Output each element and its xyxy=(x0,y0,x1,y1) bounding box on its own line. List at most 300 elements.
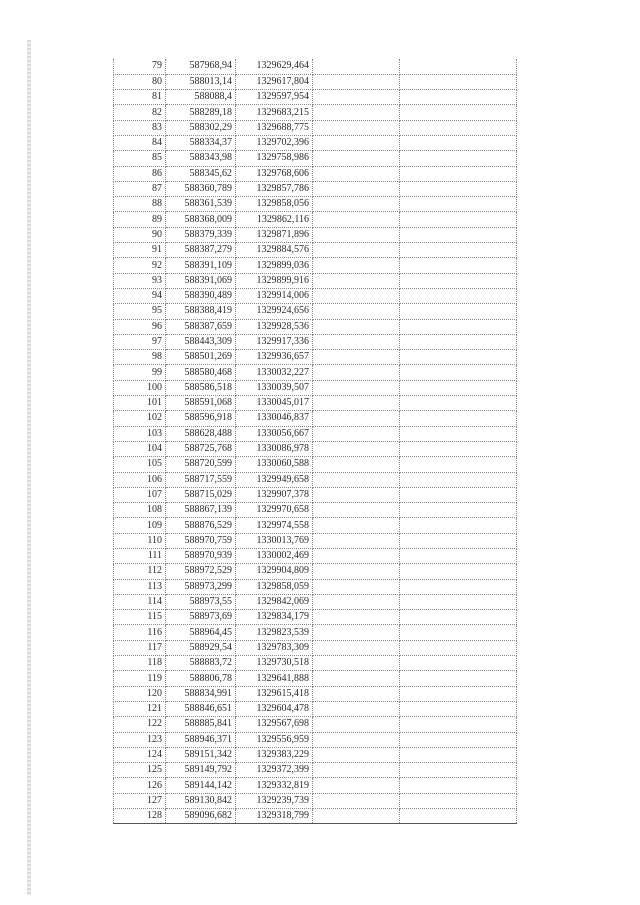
y-coordinate-cell: 1329318,799 xyxy=(236,809,313,824)
table-row xyxy=(114,105,517,120)
point-number-cell: 87 xyxy=(114,181,166,196)
empty-cell-a xyxy=(313,227,400,242)
x-coordinate-cell: 588867,139 xyxy=(166,503,236,518)
empty-cell-b xyxy=(400,472,517,487)
point-number-cell: 114 xyxy=(114,594,166,609)
empty-cell-b xyxy=(400,747,517,762)
y-coordinate-cell: 1329783,309 xyxy=(236,640,313,655)
empty-cell-a xyxy=(313,472,400,487)
y-coordinate-cell: 1329857,786 xyxy=(236,181,313,196)
x-coordinate-cell: 588580,468 xyxy=(166,365,236,380)
x-coordinate-cell: 588302,29 xyxy=(166,120,236,135)
y-coordinate-cell: 1329617,804 xyxy=(236,74,313,89)
y-coordinate-cell: 1329907,378 xyxy=(236,487,313,502)
empty-cell-b xyxy=(400,135,517,150)
y-coordinate-cell: 1330046,837 xyxy=(236,411,313,426)
table-row xyxy=(114,564,517,579)
point-number-cell: 121 xyxy=(114,701,166,716)
y-coordinate-cell: 1329641,888 xyxy=(236,671,313,686)
table-row xyxy=(114,227,517,242)
point-number-cell: 115 xyxy=(114,610,166,625)
x-coordinate-cell: 588379,339 xyxy=(166,227,236,242)
empty-cell-b xyxy=(400,151,517,166)
table-row xyxy=(114,334,517,349)
x-coordinate-cell: 588883,72 xyxy=(166,656,236,671)
y-coordinate-cell: 1329768,606 xyxy=(236,166,313,181)
x-coordinate-cell: 588596,918 xyxy=(166,411,236,426)
table-row xyxy=(114,197,517,212)
point-number-cell: 90 xyxy=(114,227,166,242)
empty-cell-b xyxy=(400,549,517,564)
point-number-cell: 117 xyxy=(114,640,166,655)
table-row xyxy=(114,518,517,533)
y-coordinate-cell: 1329629,464 xyxy=(236,59,313,74)
point-number-cell: 126 xyxy=(114,778,166,793)
point-number-cell: 83 xyxy=(114,120,166,135)
table-row xyxy=(114,686,517,701)
table-row xyxy=(114,747,517,762)
empty-cell-a xyxy=(313,90,400,105)
x-coordinate-cell: 588972,529 xyxy=(166,564,236,579)
x-coordinate-cell: 588717,559 xyxy=(166,472,236,487)
empty-cell-b xyxy=(400,181,517,196)
point-number-cell: 99 xyxy=(114,365,166,380)
x-coordinate-cell: 588970,759 xyxy=(166,533,236,548)
point-number-cell: 110 xyxy=(114,533,166,548)
x-coordinate-cell: 588973,299 xyxy=(166,579,236,594)
empty-cell-b xyxy=(400,426,517,441)
empty-cell-b xyxy=(400,304,517,319)
point-number-cell: 79 xyxy=(114,59,166,74)
point-number-cell: 107 xyxy=(114,487,166,502)
empty-cell-a xyxy=(313,533,400,548)
empty-cell-a xyxy=(313,763,400,778)
empty-cell-b xyxy=(400,656,517,671)
empty-cell-b xyxy=(400,212,517,227)
point-number-cell: 84 xyxy=(114,135,166,150)
empty-cell-b xyxy=(400,166,517,181)
x-coordinate-cell: 588964,45 xyxy=(166,625,236,640)
table-row xyxy=(114,74,517,89)
empty-cell-a xyxy=(313,319,400,334)
x-coordinate-cell: 588289,18 xyxy=(166,105,236,120)
y-coordinate-cell: 1329556,959 xyxy=(236,732,313,747)
empty-cell-b xyxy=(400,625,517,640)
table-row xyxy=(114,258,517,273)
empty-cell-b xyxy=(400,258,517,273)
empty-cell-a xyxy=(313,166,400,181)
empty-cell-a xyxy=(313,181,400,196)
y-coordinate-cell: 1330013,769 xyxy=(236,533,313,548)
point-number-cell: 94 xyxy=(114,288,166,303)
y-coordinate-cell: 1329858,056 xyxy=(236,197,313,212)
empty-cell-a xyxy=(313,365,400,380)
empty-cell-a xyxy=(313,396,400,411)
x-coordinate-cell: 588387,659 xyxy=(166,319,236,334)
empty-cell-b xyxy=(400,227,517,242)
empty-cell-a xyxy=(313,273,400,288)
table-row xyxy=(114,594,517,609)
table-row xyxy=(114,487,517,502)
y-coordinate-cell: 1329702,396 xyxy=(236,135,313,150)
point-number-cell: 105 xyxy=(114,457,166,472)
point-number-cell: 125 xyxy=(114,763,166,778)
empty-cell-a xyxy=(313,518,400,533)
y-coordinate-cell: 1329683,215 xyxy=(236,105,313,120)
point-number-cell: 119 xyxy=(114,671,166,686)
y-coordinate-cell: 1329928,536 xyxy=(236,319,313,334)
empty-cell-a xyxy=(313,411,400,426)
table-row xyxy=(114,457,517,472)
point-number-cell: 118 xyxy=(114,656,166,671)
y-coordinate-cell: 1330045,017 xyxy=(236,396,313,411)
table-row xyxy=(114,640,517,655)
table-row xyxy=(114,656,517,671)
x-coordinate-cell: 588390,489 xyxy=(166,288,236,303)
empty-cell-a xyxy=(313,426,400,441)
table-row xyxy=(114,380,517,395)
empty-cell-b xyxy=(400,564,517,579)
empty-cell-a xyxy=(313,747,400,762)
x-coordinate-cell: 588834,991 xyxy=(166,686,236,701)
y-coordinate-cell: 1329567,698 xyxy=(236,717,313,732)
point-number-cell: 92 xyxy=(114,258,166,273)
empty-cell-b xyxy=(400,487,517,502)
empty-cell-a xyxy=(313,288,400,303)
table-row xyxy=(114,793,517,808)
table-row xyxy=(114,120,517,135)
y-coordinate-cell: 1329597,954 xyxy=(236,90,313,105)
empty-cell-b xyxy=(400,288,517,303)
table-row xyxy=(114,671,517,686)
x-coordinate-cell: 588586,518 xyxy=(166,380,236,395)
empty-cell-a xyxy=(313,671,400,686)
y-coordinate-cell: 1329862,116 xyxy=(236,212,313,227)
table-row xyxy=(114,472,517,487)
x-coordinate-cell: 588591,068 xyxy=(166,396,236,411)
x-coordinate-cell: 588343,98 xyxy=(166,151,236,166)
y-coordinate-cell: 1330032,227 xyxy=(236,365,313,380)
empty-cell-b xyxy=(400,503,517,518)
x-coordinate-cell: 588361,539 xyxy=(166,197,236,212)
empty-cell-a xyxy=(313,105,400,120)
empty-cell-b xyxy=(400,594,517,609)
point-number-cell: 81 xyxy=(114,90,166,105)
empty-cell-a xyxy=(313,120,400,135)
empty-cell-a xyxy=(313,457,400,472)
y-coordinate-cell: 1329884,576 xyxy=(236,243,313,258)
empty-cell-a xyxy=(313,564,400,579)
point-number-cell: 86 xyxy=(114,166,166,181)
x-coordinate-cell: 588715,029 xyxy=(166,487,236,502)
empty-cell-a xyxy=(313,809,400,824)
empty-cell-a xyxy=(313,656,400,671)
table-row xyxy=(114,212,517,227)
empty-cell-b xyxy=(400,717,517,732)
x-coordinate-cell: 588387,279 xyxy=(166,243,236,258)
empty-cell-b xyxy=(400,640,517,655)
y-coordinate-cell: 1329332,819 xyxy=(236,778,313,793)
point-number-cell: 93 xyxy=(114,273,166,288)
point-number-cell: 104 xyxy=(114,441,166,456)
y-coordinate-cell: 1330060,588 xyxy=(236,457,313,472)
empty-cell-a xyxy=(313,380,400,395)
point-number-cell: 82 xyxy=(114,105,166,120)
y-coordinate-cell: 1329688,775 xyxy=(236,120,313,135)
empty-cell-b xyxy=(400,273,517,288)
table-row xyxy=(114,610,517,625)
x-coordinate-cell: 588088,4 xyxy=(166,90,236,105)
empty-cell-a xyxy=(313,594,400,609)
x-coordinate-cell: 588876,529 xyxy=(166,518,236,533)
table-row xyxy=(114,441,517,456)
empty-cell-a xyxy=(313,793,400,808)
point-number-cell: 80 xyxy=(114,74,166,89)
empty-cell-b xyxy=(400,686,517,701)
empty-cell-b xyxy=(400,441,517,456)
empty-cell-a xyxy=(313,610,400,625)
point-number-cell: 123 xyxy=(114,732,166,747)
table-row xyxy=(114,809,517,824)
y-coordinate-cell: 1329949,658 xyxy=(236,472,313,487)
y-coordinate-cell: 1330086,978 xyxy=(236,441,313,456)
empty-cell-a xyxy=(313,625,400,640)
point-number-cell: 91 xyxy=(114,243,166,258)
y-coordinate-cell: 1329615,418 xyxy=(236,686,313,701)
point-number-cell: 106 xyxy=(114,472,166,487)
point-number-cell: 101 xyxy=(114,396,166,411)
x-coordinate-cell: 588013,14 xyxy=(166,74,236,89)
point-number-cell: 103 xyxy=(114,426,166,441)
table-row xyxy=(114,365,517,380)
table-row xyxy=(114,732,517,747)
y-coordinate-cell: 1329758,986 xyxy=(236,151,313,166)
point-number-cell: 113 xyxy=(114,579,166,594)
x-coordinate-cell: 588360,789 xyxy=(166,181,236,196)
y-coordinate-cell: 1329823,539 xyxy=(236,625,313,640)
x-coordinate-cell: 588973,55 xyxy=(166,594,236,609)
y-coordinate-cell: 1330056,667 xyxy=(236,426,313,441)
empty-cell-b xyxy=(400,120,517,135)
empty-cell-b xyxy=(400,334,517,349)
table-row xyxy=(114,319,517,334)
table-row xyxy=(114,135,517,150)
x-coordinate-cell: 589149,792 xyxy=(166,763,236,778)
empty-cell-a xyxy=(313,334,400,349)
y-coordinate-cell: 1329239,739 xyxy=(236,793,313,808)
y-coordinate-cell: 1329834,179 xyxy=(236,610,313,625)
empty-cell-b xyxy=(400,732,517,747)
point-number-cell: 122 xyxy=(114,717,166,732)
x-coordinate-cell: 588334,37 xyxy=(166,135,236,150)
coordinates-table xyxy=(113,59,517,824)
scan-edge-shadow xyxy=(27,40,31,895)
table-row xyxy=(114,243,517,258)
table-row xyxy=(114,166,517,181)
empty-cell-b xyxy=(400,793,517,808)
table-row xyxy=(114,549,517,564)
y-coordinate-cell: 1329383,229 xyxy=(236,747,313,762)
x-coordinate-cell: 588946,371 xyxy=(166,732,236,747)
empty-cell-a xyxy=(313,549,400,564)
empty-cell-a xyxy=(313,717,400,732)
point-number-cell: 108 xyxy=(114,503,166,518)
table-row xyxy=(114,701,517,716)
empty-cell-a xyxy=(313,74,400,89)
table-row xyxy=(114,411,517,426)
empty-cell-b xyxy=(400,396,517,411)
y-coordinate-cell: 1330002,469 xyxy=(236,549,313,564)
empty-cell-b xyxy=(400,365,517,380)
empty-cell-a xyxy=(313,135,400,150)
table-row xyxy=(114,90,517,105)
empty-cell-b xyxy=(400,457,517,472)
empty-cell-a xyxy=(313,258,400,273)
empty-cell-a xyxy=(313,686,400,701)
y-coordinate-cell: 1329917,336 xyxy=(236,334,313,349)
table-row xyxy=(114,350,517,365)
coordinates-table-body xyxy=(114,59,517,824)
table-row xyxy=(114,763,517,778)
empty-cell-a xyxy=(313,212,400,227)
empty-cell-b xyxy=(400,763,517,778)
x-coordinate-cell: 588501,269 xyxy=(166,350,236,365)
point-number-cell: 95 xyxy=(114,304,166,319)
table-row xyxy=(114,181,517,196)
y-coordinate-cell: 1329730,518 xyxy=(236,656,313,671)
empty-cell-b xyxy=(400,105,517,120)
empty-cell-b xyxy=(400,380,517,395)
empty-cell-a xyxy=(313,701,400,716)
point-number-cell: 127 xyxy=(114,793,166,808)
empty-cell-b xyxy=(400,809,517,824)
x-coordinate-cell: 589144,142 xyxy=(166,778,236,793)
empty-cell-b xyxy=(400,350,517,365)
table-row xyxy=(114,533,517,548)
y-coordinate-cell: 1329924,656 xyxy=(236,304,313,319)
x-coordinate-cell: 587968,94 xyxy=(166,59,236,74)
point-number-cell: 120 xyxy=(114,686,166,701)
table-row xyxy=(114,717,517,732)
empty-cell-a xyxy=(313,304,400,319)
x-coordinate-cell: 589096,682 xyxy=(166,809,236,824)
empty-cell-b xyxy=(400,411,517,426)
empty-cell-b xyxy=(400,701,517,716)
empty-cell-a xyxy=(313,243,400,258)
point-number-cell: 96 xyxy=(114,319,166,334)
point-number-cell: 111 xyxy=(114,549,166,564)
table-row xyxy=(114,59,517,74)
empty-cell-a xyxy=(313,778,400,793)
point-number-cell: 128 xyxy=(114,809,166,824)
y-coordinate-cell: 1329871,896 xyxy=(236,227,313,242)
y-coordinate-cell: 1329974,558 xyxy=(236,518,313,533)
x-coordinate-cell: 588368,009 xyxy=(166,212,236,227)
point-number-cell: 97 xyxy=(114,334,166,349)
table-row xyxy=(114,151,517,166)
x-coordinate-cell: 588443,309 xyxy=(166,334,236,349)
empty-cell-a xyxy=(313,640,400,655)
y-coordinate-cell: 1329372,399 xyxy=(236,763,313,778)
y-coordinate-cell: 1329936,657 xyxy=(236,350,313,365)
y-coordinate-cell: 1329899,916 xyxy=(236,273,313,288)
empty-cell-b xyxy=(400,579,517,594)
x-coordinate-cell: 588391,109 xyxy=(166,258,236,273)
table-row xyxy=(114,288,517,303)
x-coordinate-cell: 588806,78 xyxy=(166,671,236,686)
point-number-cell: 85 xyxy=(114,151,166,166)
y-coordinate-cell: 1329842,069 xyxy=(236,594,313,609)
x-coordinate-cell: 588628,488 xyxy=(166,426,236,441)
empty-cell-a xyxy=(313,732,400,747)
table-row xyxy=(114,503,517,518)
y-coordinate-cell: 1329899,036 xyxy=(236,258,313,273)
table-row xyxy=(114,426,517,441)
y-coordinate-cell: 1329904,809 xyxy=(236,564,313,579)
point-number-cell: 88 xyxy=(114,197,166,212)
y-coordinate-cell: 1330039,507 xyxy=(236,380,313,395)
x-coordinate-cell: 588725,768 xyxy=(166,441,236,456)
empty-cell-a xyxy=(313,197,400,212)
x-coordinate-cell: 588388,419 xyxy=(166,304,236,319)
empty-cell-b xyxy=(400,533,517,548)
empty-cell-a xyxy=(313,579,400,594)
table-row xyxy=(114,625,517,640)
x-coordinate-cell: 588885,841 xyxy=(166,717,236,732)
table-row xyxy=(114,579,517,594)
empty-cell-b xyxy=(400,518,517,533)
empty-cell-b xyxy=(400,90,517,105)
x-coordinate-cell: 588720,599 xyxy=(166,457,236,472)
table-row xyxy=(114,273,517,288)
y-coordinate-cell: 1329604,478 xyxy=(236,701,313,716)
point-number-cell: 116 xyxy=(114,625,166,640)
empty-cell-b xyxy=(400,197,517,212)
x-coordinate-cell: 588345,62 xyxy=(166,166,236,181)
empty-cell-a xyxy=(313,487,400,502)
table-row xyxy=(114,396,517,411)
empty-cell-b xyxy=(400,319,517,334)
x-coordinate-cell: 588391,069 xyxy=(166,273,236,288)
point-number-cell: 89 xyxy=(114,212,166,227)
point-number-cell: 98 xyxy=(114,350,166,365)
empty-cell-b xyxy=(400,671,517,686)
x-coordinate-cell: 588970,939 xyxy=(166,549,236,564)
empty-cell-a xyxy=(313,350,400,365)
x-coordinate-cell: 588929,54 xyxy=(166,640,236,655)
empty-cell-b xyxy=(400,59,517,74)
table-row xyxy=(114,778,517,793)
point-number-cell: 109 xyxy=(114,518,166,533)
empty-cell-a xyxy=(313,441,400,456)
y-coordinate-cell: 1329858,059 xyxy=(236,579,313,594)
table-row xyxy=(114,304,517,319)
point-number-cell: 124 xyxy=(114,747,166,762)
point-number-cell: 100 xyxy=(114,380,166,395)
x-coordinate-cell: 588846,651 xyxy=(166,701,236,716)
x-coordinate-cell: 588973,69 xyxy=(166,610,236,625)
empty-cell-b xyxy=(400,778,517,793)
empty-cell-a xyxy=(313,503,400,518)
empty-cell-a xyxy=(313,59,400,74)
empty-cell-b xyxy=(400,74,517,89)
empty-cell-b xyxy=(400,243,517,258)
point-number-cell: 102 xyxy=(114,411,166,426)
empty-cell-b xyxy=(400,610,517,625)
y-coordinate-cell: 1329970,658 xyxy=(236,503,313,518)
point-number-cell: 112 xyxy=(114,564,166,579)
y-coordinate-cell: 1329914,006 xyxy=(236,288,313,303)
